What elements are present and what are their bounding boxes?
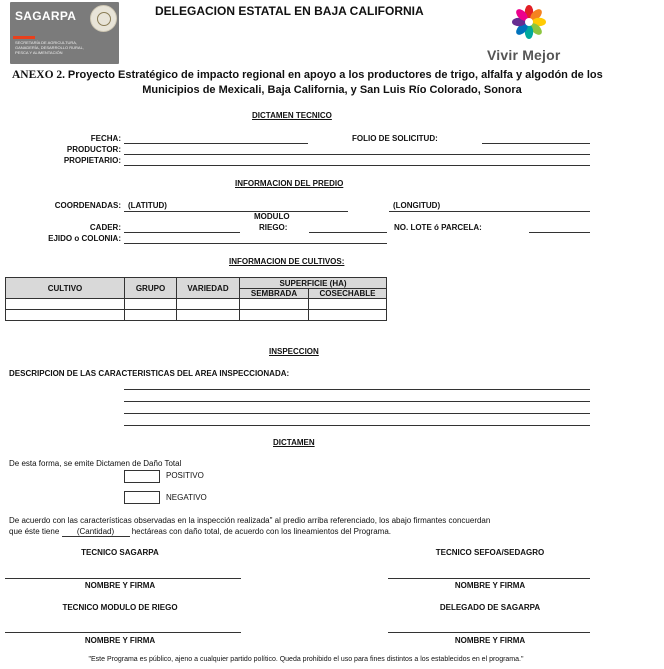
table-cell[interactable] (125, 310, 177, 321)
field-descripcion-line[interactable] (124, 401, 590, 402)
label-cader: CADER: (89, 223, 121, 232)
section-dictamen-tecnico: DICTAMEN TECNICO (252, 111, 332, 120)
field-descripcion-line[interactable] (124, 389, 590, 390)
section-cultivos: INFORMACION DE CULTIVOS: (229, 257, 345, 266)
label-lote: NO. LOTE ó PARCELA: (394, 223, 482, 232)
field-longitud[interactable] (389, 211, 590, 212)
table-row (6, 310, 387, 321)
cultivos-table (5, 277, 387, 321)
field-fecha[interactable] (124, 143, 308, 144)
vivir-mejor-text: Vivir Mejor (487, 47, 561, 63)
document-title: DELEGACION ESTATAL EN BAJA CALIFORNIA (155, 4, 424, 18)
field-ejido[interactable] (124, 243, 387, 244)
sagarpa-logo-subtitle: SECRETARÍA DE AGRICULTURA, GANADERÍA, DESARROLLO RURAL, PESCA Y ALIMENTACIÓN (15, 40, 84, 55)
label-longitud: (LONGITUD) (393, 201, 441, 210)
signature-line-sefoa[interactable] (388, 578, 590, 579)
field-cader[interactable] (124, 232, 240, 233)
flower-logo-icon (511, 4, 547, 40)
table-cell[interactable] (6, 299, 125, 310)
field-latitud[interactable] (124, 211, 348, 212)
signature-line-delegado[interactable] (388, 632, 590, 633)
col-cosechable: COSECHABLE (309, 289, 387, 299)
label-productor: PRODUCTOR: (66, 145, 121, 154)
label-folio: FOLIO DE SOLICITUD: (352, 134, 438, 143)
dictamen-intro: De esta forma, se emite Dictamen de Daño Total (9, 459, 182, 468)
label-nombre-firma: NOMBRE Y FIRMA (84, 636, 156, 645)
col-variedad: VARIEDAD (177, 278, 240, 299)
label-fecha: FECHA: (90, 134, 121, 143)
annex-text-1: Proyecto Estratégico de impacto regional en apoyo a los productores de trigo, alfalfa y algodón de los (67, 69, 603, 81)
mexico-seal-icon (90, 5, 117, 32)
field-folio[interactable] (482, 143, 590, 144)
annex-line-1 (12, 69, 603, 81)
table-row (6, 299, 387, 310)
label-negativo: NEGATIVO (166, 493, 207, 502)
table-cell[interactable] (177, 299, 240, 310)
col-cultivo: CULTIVO (6, 278, 125, 299)
field-descripcion-line[interactable] (124, 425, 590, 426)
table-cell[interactable] (125, 299, 177, 310)
sagarpa-logo-name: SAGARPA (15, 9, 77, 23)
label-nombre-firma: NOMBRE Y FIRMA (454, 636, 526, 645)
label-propietario: PROPIETARIO: (63, 156, 121, 165)
label-tecnico-sagarpa: TECNICO SAGARPA (81, 548, 159, 557)
sagarpa-logo (10, 2, 119, 64)
label-nombre-firma: NOMBRE Y FIRMA (454, 581, 526, 590)
label-modulo: MODULO (254, 212, 290, 221)
signature-line-modulo[interactable] (5, 632, 241, 633)
table-cell[interactable] (6, 310, 125, 321)
signature-line-sagarpa[interactable] (5, 578, 241, 579)
footer-disclaimer: "Este Programa es público, ajeno a cualquier partido político. Queda prohibido el uso para fines distintos a los establecidos en el programa." (88, 656, 524, 663)
label-coordenadas: COORDENADAS: (54, 201, 121, 210)
table-cell[interactable] (309, 299, 387, 310)
table-cell[interactable] (240, 299, 309, 310)
dictamen-paragraph-2 (9, 527, 391, 537)
field-modulo-riego[interactable] (309, 232, 387, 233)
annex-prefix: ANEXO 2. (12, 69, 66, 81)
logo-accent-bar (13, 36, 35, 39)
field-propietario[interactable] (124, 165, 590, 166)
field-descripcion-line[interactable] (124, 413, 590, 414)
section-inspeccion: INSPECCION (269, 347, 319, 356)
label-ejido: EJIDO o COLONIA: (48, 234, 121, 243)
vivir-mejor-logo (487, 0, 583, 66)
label-descripcion: DESCRIPCION DE LAS CARACTERISTICAS DEL AREA INSPECCIONADA: (9, 369, 290, 378)
label-tecnico-modulo: TECNICO MODULO DE RIEGO (62, 603, 178, 612)
label-positivo: POSITIVO (166, 471, 204, 480)
section-predio: INFORMACION DEL PREDIO (235, 179, 344, 188)
col-grupo: GRUPO (125, 278, 177, 299)
table-cell[interactable] (240, 310, 309, 321)
cantidad-field[interactable] (62, 527, 130, 537)
cantidad-label: (Cantidad) (76, 527, 115, 536)
field-lote[interactable] (529, 232, 590, 233)
section-dictamen: DICTAMEN (273, 438, 315, 447)
paragraph-post: hectáreas con daño total, de acuerdo con los lineamientos del Programa. (131, 527, 392, 536)
positivo-checkbox[interactable] (124, 470, 160, 483)
field-productor[interactable] (124, 154, 590, 155)
label-riego: RIEGO: (259, 223, 288, 232)
table-cell[interactable] (177, 310, 240, 321)
col-sembrada: SEMBRADA (240, 289, 309, 299)
negativo-checkbox[interactable] (124, 491, 160, 504)
label-delegado: DELEGADO DE SAGARPA (439, 603, 541, 612)
label-nombre-firma: NOMBRE Y FIRMA (84, 581, 156, 590)
annex-line-2: Municipios de Mexicali, Baja California, y San Luis Río Colorado, Sonora (142, 84, 522, 96)
label-latitud: (LATITUD) (128, 201, 167, 210)
paragraph-pre: que éste tiene (9, 527, 60, 536)
table-cell[interactable] (309, 310, 387, 321)
label-tecnico-sefoa: TECNICO SEFOA/SEDAGRO (435, 548, 545, 557)
dictamen-paragraph-1: De acuerdo con las características observadas en la inspección realizada" al predio arriba referenciado, los abajo firmantes concuerdan (9, 516, 491, 525)
col-superficie: SUPERFICIE (HA) (240, 278, 387, 289)
